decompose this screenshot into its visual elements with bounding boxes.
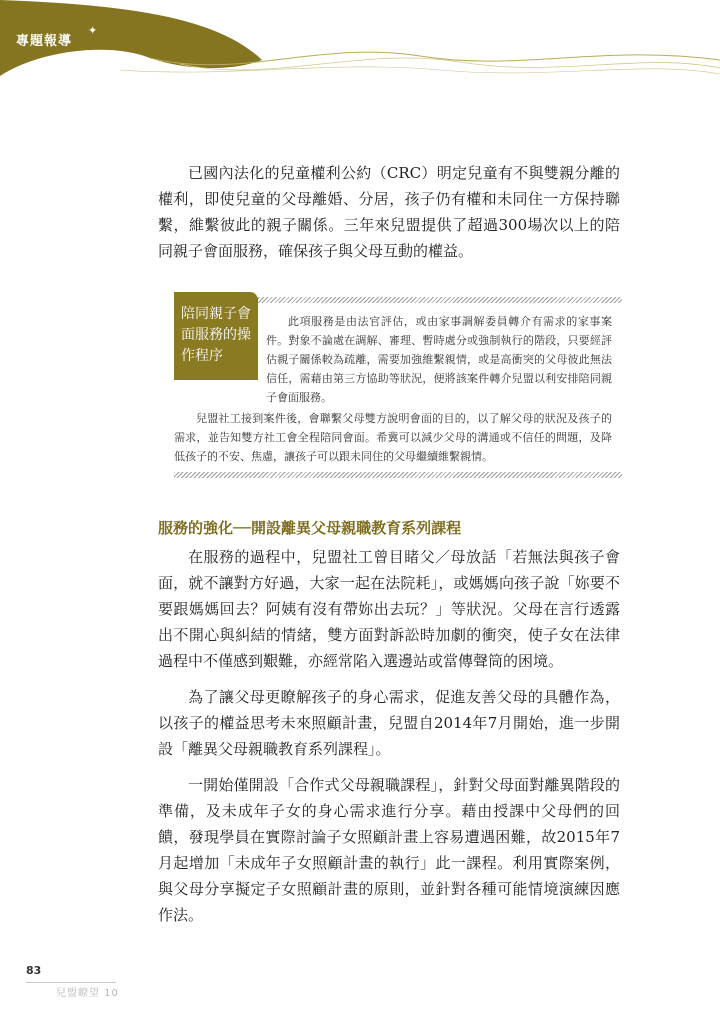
box-bottom-rule [174,472,622,478]
page-number: 83 [26,964,42,977]
section-paragraph: 一開始僅開設「合作式父母親職課程」，針對父母面對離異階段的準備，及未成年子女的身心需求進行分享。藉由授課中父母們的回饋，發現學員在實際討論子女照顧計畫上容易遭遇困難，故2015年7月起增加「未成年子女照顧計畫的執行」此一課程。利用實際案例，與父母分享擬定子女照顧計畫的原則，並針對各種可能情境演練因應作法。 [158,776,620,924]
header-band [0,0,720,80]
box-paragraph-1: 此項服務是由法官評估，或由家事調解委員轉介有需求的家事案件。對象不論處在調解、審理、暫時處分或強制執行的階段，只要經評估親子關係較為疏離，需要加強維繫親情，或是高衝突的父母彼此無法信任，需藉由第三方協助等狀況，便將該案件轉介兒盟以利安排陪同親子會面服務。 [266,315,612,404]
section-heading: 服務的強化──開設離異父母親職教育系列課程 [158,519,462,537]
star-icon: ✦ [88,24,98,37]
section-paragraph: 在服務的過程中，兒盟社工曾目睹父／母放話「若無法與孩子會面，就不讓對方好過，大家一起在法院耗」，或媽媽向孩子說「妳要不要跟媽媽回去？阿姨有沒有帶妳出去玩？」等狀況。父母在言行透露出不開心與糾結的情緒，雙方面對訴訟時加劇的衝突，使子女在法律過程中不僅感到艱難，亦經常陷入選邊站或當傳聲筒的困境。 [158,548,620,670]
box-label-text: 陪同親子會面服務的操作程序 [181,306,251,364]
box-label [174,292,258,380]
footer-divider [26,982,116,983]
magazine-name: 兒盟瞭望 10 [56,988,119,999]
section-paragraph: 為了讓父母更瞭解孩子的身心需求，促進友善父母的具體作為，以孩子的權益思考未來照顧計畫，兒盟自2014年7月開始，進一步開設「離異父母親職教育系列課程」。 [158,688,620,758]
box-paragraph-2: 兒盟社工接到案件後，會聯繫父母雙方說明會面的目的，以了解父母的狀況及孩子的需求，並告知雙方社工會全程陪同會面。希冀可以減少父母的溝通或不信任的問題，及降低孩子的不安、焦慮，讓孩子可以跟未同住的父母繼續維繫親情。 [174,412,612,463]
intro-paragraph: 已國內法化的兒童權利公約（CRC）明定兒童有不與雙親分離的權利，即使兒童的父母離婚、分居，孩子仍有權和未同住一方保持聯繫，維繫彼此的親子關係。三年來兒盟提供了超過300場次以上的陪同親子會面服務，確保孩子與父母互動的權益。 [158,164,620,260]
section-tag: 專題報導 [16,34,73,49]
